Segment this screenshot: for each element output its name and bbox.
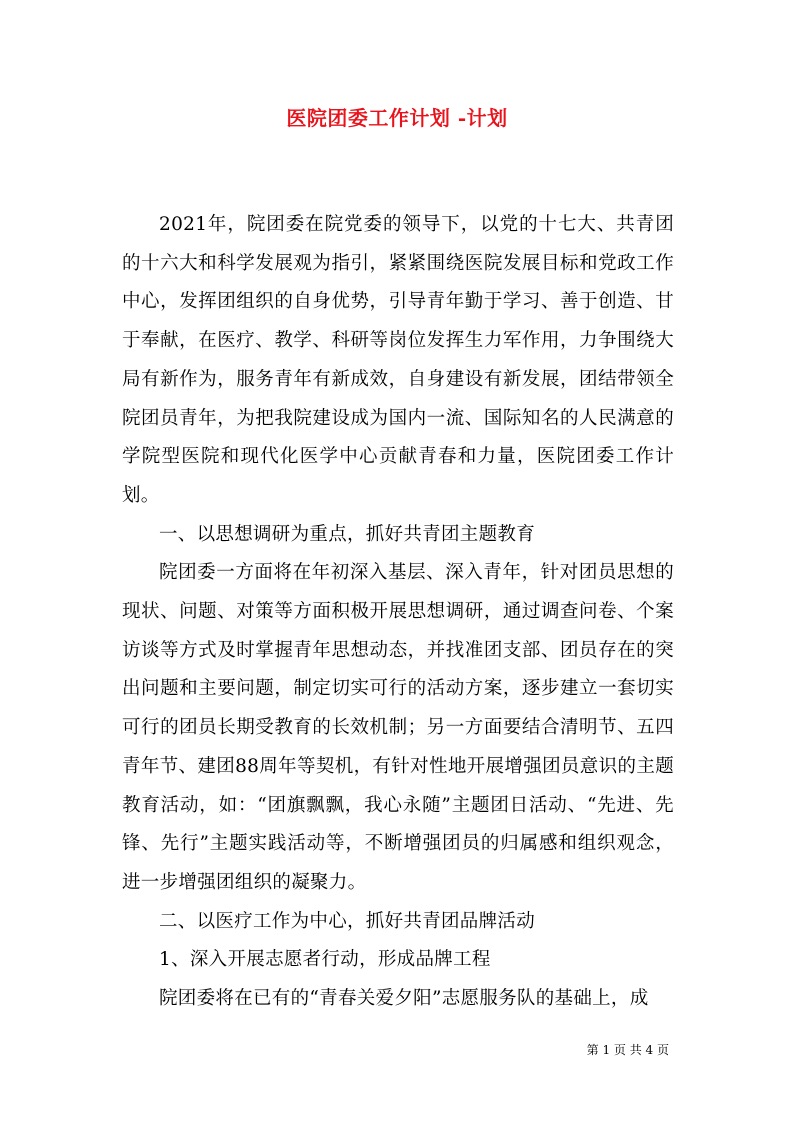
document-title: 医院团委工作计划 -计划 — [286, 106, 508, 130]
intro-paragraph: 2021年，院团委在院党委的领导下，以党的十七大、共青团的十六大和科学发展观为指引，紧紧围绕医院发展目标和党政工作中心，发挥团组织的自身优势，引导青年勤于学习、善于创造、甘于奉献，在医疗、教学、科研等岗位发挥生力军作用，力争围绕大局有新作为，服务青年有新成效，自身建设有新发展，团结带领全院团员青年，为把我院建设成为国内一流、国际知名的人民满意的学院型医院和现代化医学中心贡献青春和力量，医院团委工作计划。 — [122, 214, 674, 506]
document-body — [122, 206, 674, 1019]
section-1-paragraph: 院团委一方面将在年初深入基层、深入青年，针对团员思想的现状、问题、对策等方面积极开展思想调研，通过调查问卷、个案访谈等方式及时掌握青年思想动态，并找准团支部、团员存在的突出问题和主要问题，制定切实可行的活动方案，逐步建立一套切实可行的团员长期受教育的长效机制；另一方面要结合清明节、五四青年节、建团88周年等契机，有针对性地开展增强团员意识的主题教育活动，如：“团旗飘飘，我心永随”主题团日活动、“先进、先锋、先行”主题实践活动等，不断增强团员的归属感和组织观念，进一步增强团组织的凝聚力。 — [122, 562, 674, 893]
subsection-heading-1: 1、深入开展志愿者行动，形成品牌工程 — [159, 949, 491, 971]
section-heading-2: 二、以医疗工作为中心，抓好共青团品牌活动 — [159, 910, 536, 932]
section-heading-1: 一、以思想调研为重点，抓好共青团主题教育 — [159, 523, 536, 545]
subsection-1-paragraph: 院团委将在已有的“青春关爱夕阳”志愿服务队的基础上，成 — [159, 988, 649, 1010]
page-number: 第 1 页 共 4 页 — [586, 1043, 669, 1057]
